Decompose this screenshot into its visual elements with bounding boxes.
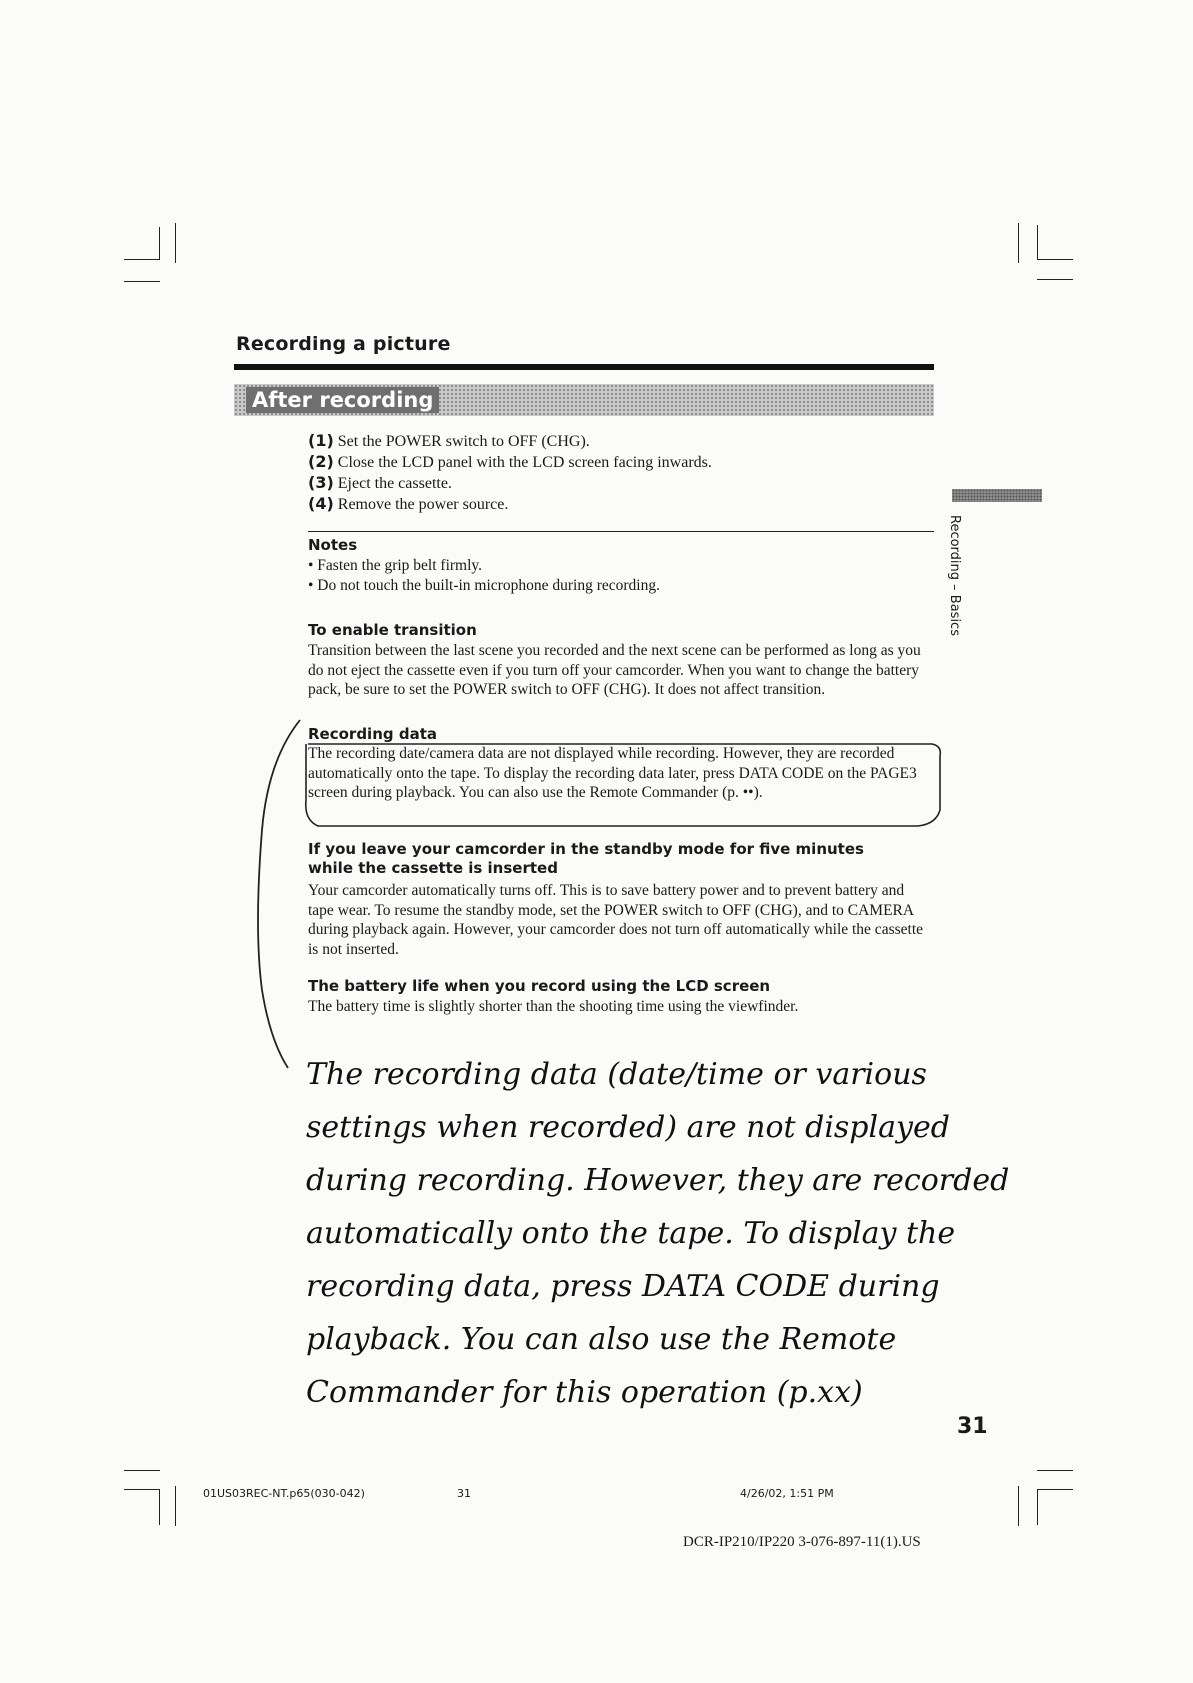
step-text: Set the POWER switch to OFF (CHG). [337,433,590,450]
notes-heading: Notes [308,536,358,554]
footer-timestamp: 4/26/02, 1:51 PM [740,1487,834,1500]
side-tab-label: Recording – Basics [947,515,962,636]
step-number: (1) [308,431,334,450]
step-number: (2) [308,452,334,471]
section-heading: If you leave your camcorder in the standby mode for five minutes while the cassette is inserted [308,840,864,877]
section-heading: To enable transition [308,621,477,639]
annotation-bracket [258,720,300,1068]
step-text: Eject the cassette. [337,475,452,492]
note-item: • Do not touch the built-in microphone during recording. [308,577,660,594]
note-item: • Fasten the grip belt firmly. [308,557,483,574]
model-code: DCR-IP210/IP220 3-076-897-11(1).US [683,1534,921,1550]
step-text: Close the LCD panel with the LCD screen facing inwards. [337,454,712,471]
step-text: Remove the power source. [337,496,509,513]
footer-file-name: 01US03REC-NT.p65(030-042) [203,1487,365,1500]
banner-label: After recording [246,387,439,413]
section-heading: The battery life when you record using the LCD screen [308,977,771,995]
section-body: The battery time is slightly shorter than the shooting time using the viewfinder. [308,998,799,1015]
section-body: The recording date/camera data are not displayed while recording. However, they are recorded automatically onto the tape. To display the recording data later, press DATA CODE on the PAGE3 screen during playback. You can also use the Remote Commander (p. ••). [308,745,917,801]
page-number: 31 [957,1414,988,1439]
annotation-box [306,744,941,826]
step-number: (4) [308,494,334,513]
step-number: (3) [308,473,334,492]
section-body: Transition between the last scene you recorded and the next scene can be performed as long as you do not eject the cassette even if you turn off your camcorder. When you want to change the battery pack, be sure to set the POWER switch to OFF (CHG). It does not affect transition. [308,642,921,698]
footer-file-page: 31 [457,1487,471,1500]
section-body: Your camcorder automatically turns off. This is to save battery power and to prevent battery and tape wear. To resume the standby mode, set the POWER switch to OFF (CHG), and to CAMERA during playback again. However, your camcorder does not turn off automatically while the cassette is not inserted. [308,882,924,958]
handwritten-note: The recording data (date/time or various settings when recorded) are not displayed during recording. However, they are recorded automatically onto the tape. To display the recording data, press DATA CODE during playback. You can also use the Remote Commander for this operation (p.xx) [306,1057,1010,1410]
section-heading: Recording data [308,725,437,743]
section-title: Recording a picture [236,333,451,355]
